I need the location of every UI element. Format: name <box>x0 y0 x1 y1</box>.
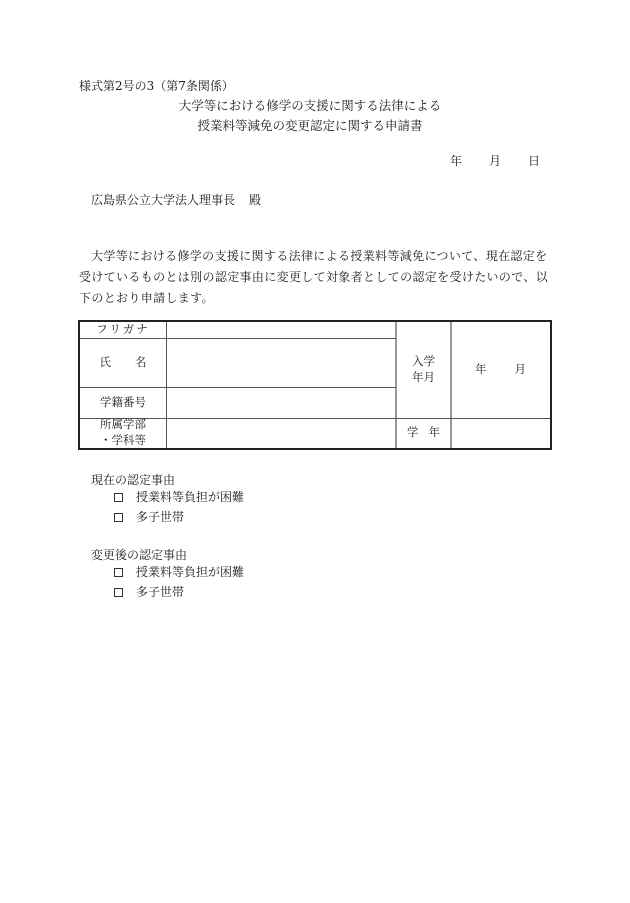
date-year-label: 年 <box>450 154 463 168</box>
current-reason-option-multi-child-household[interactable] <box>114 511 184 523</box>
new-reason-option-financial-hardship[interactable] <box>114 566 244 578</box>
addressee-honorific: 殿 <box>249 193 262 207</box>
option-label: 授業料等負担が困難 <box>136 565 245 579</box>
grade-field[interactable] <box>452 419 550 448</box>
grade-label-part-2: 年 <box>428 425 440 440</box>
checkbox-icon[interactable] <box>114 588 123 597</box>
faculty-label-line-1: 所属学部 <box>100 417 146 432</box>
name-field[interactable] <box>167 339 395 387</box>
enrollment-label <box>396 322 451 418</box>
faculty-field[interactable] <box>167 419 395 448</box>
document-title-line-2: 授業料等減免の変更認定に関する申請書 <box>197 118 423 133</box>
name-label <box>80 338 166 387</box>
addressee-name: 広島県公立大学法人理事長 <box>91 193 236 207</box>
enrollment-year-unit: 年 <box>475 362 487 377</box>
option-label: 多子世帯 <box>136 585 185 599</box>
new-reason-option-multi-child-household[interactable] <box>114 586 184 598</box>
checkbox-icon[interactable] <box>114 493 123 502</box>
furigana-label: フリガナ <box>96 322 150 337</box>
name-label-part-2: 名 <box>135 354 147 369</box>
grade-label-part-1: 学 <box>407 425 419 440</box>
enrollment-month-unit: 月 <box>514 362 526 377</box>
furigana-field[interactable] <box>167 322 395 338</box>
option-label: 授業料等負担が困難 <box>136 490 245 504</box>
grade-label <box>396 418 451 448</box>
current-reason-heading: 現在の認定事由 <box>91 473 176 487</box>
enrollment-date-field[interactable] <box>451 322 550 418</box>
application-date <box>450 155 540 167</box>
faculty-label <box>80 418 166 448</box>
new-reason-heading: 変更後の認定事由 <box>91 548 188 562</box>
option-label: 多子世帯 <box>136 510 185 524</box>
date-month-label: 月 <box>488 154 501 168</box>
application-statement: 大学等における修学の支援に関する法律による授業料等減免について、現在認定を受けているものとは別の認定事由に変更して対象者としての認定を受けたいので、以下のとおり申請します。 <box>79 249 549 305</box>
name-label-part-1: 氏 <box>99 354 111 369</box>
applicant-info-table <box>78 320 552 450</box>
addressee <box>91 194 261 206</box>
checkbox-icon[interactable] <box>114 513 123 522</box>
document-title-line-1: 大学等における修学の支援に関する法律による <box>178 98 442 113</box>
student-number-field[interactable] <box>167 388 395 418</box>
student-number-label: 学籍番号 <box>100 394 146 409</box>
form-number: 様式第2号の3（第7条関係） <box>79 79 234 93</box>
current-reason-option-financial-hardship[interactable] <box>114 491 244 503</box>
date-day-label: 日 <box>527 154 540 168</box>
enrollment-label-line-1: 入学 <box>412 354 435 369</box>
faculty-label-line-2: ・学科等 <box>100 433 146 447</box>
enrollment-label-line-2: 年月 <box>412 370 435 384</box>
checkbox-icon[interactable] <box>114 568 123 577</box>
